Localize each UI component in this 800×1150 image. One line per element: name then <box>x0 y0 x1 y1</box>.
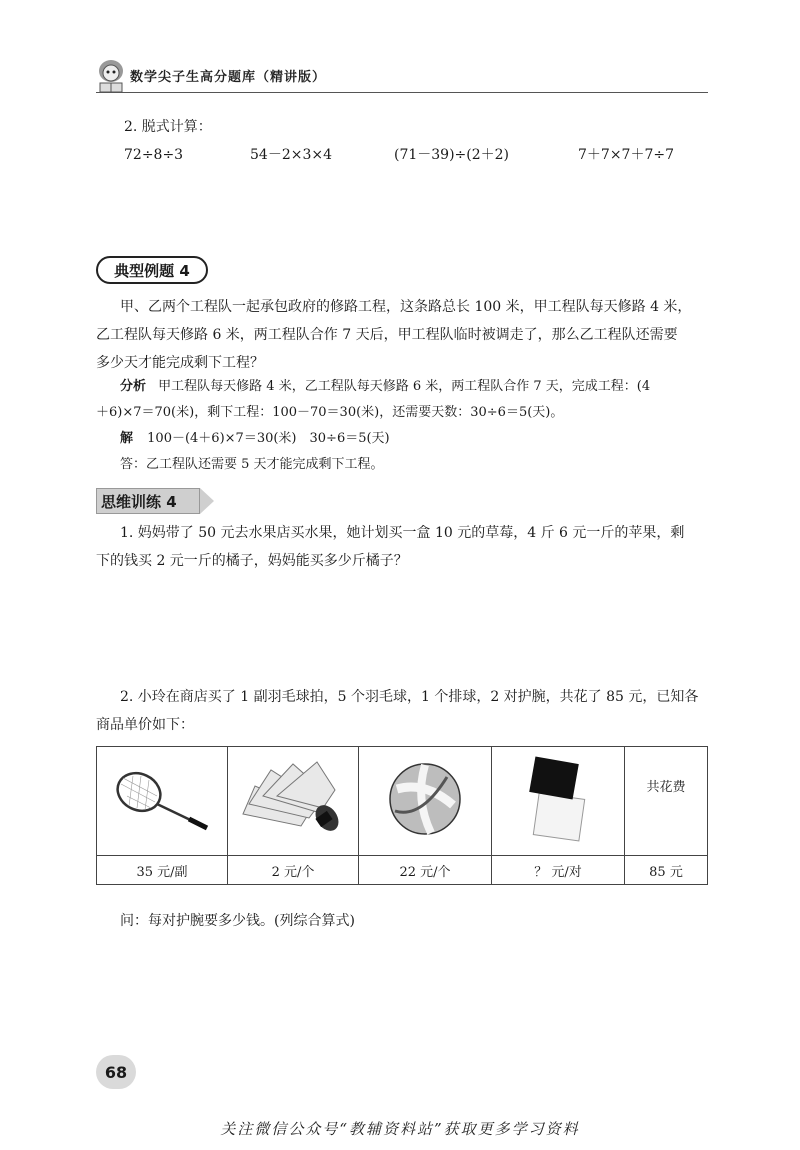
mascot-logo-icon <box>94 56 128 94</box>
price-table <box>96 746 708 885</box>
answer-text: 答：乙工程队还需要 5 天才能完成剩下工程。 <box>120 457 384 472</box>
footer-note: 关注微信公众号“教辅资料站”获取更多学习资料 <box>220 1120 580 1138</box>
question-1-line-1: 1. 妈妈带了 50 元去水果店买水果，她计划买一盒 10 元的草莓，4 斤 6 元一斤的苹果，剩 <box>120 525 685 541</box>
table-cell <box>228 747 359 856</box>
question-1-line-2: 下的钱买 2 元一斤的橘子，妈妈能买多少斤橘子？ <box>96 553 408 569</box>
calc-item-2: 54－2×3×4 <box>250 147 332 163</box>
total-label-cell <box>625 747 708 856</box>
analysis-line-2: ＋6)×7＝70(米)，剩下工程：100－70＝30(米)，还需要天数：30÷6＝5(天)。 <box>96 405 564 420</box>
problem-line-3: 多少天才能完成剩下工程？ <box>96 355 264 371</box>
table-cell <box>492 747 625 856</box>
problem-line-1: 甲、乙两个工程队一起承包政府的修路工程，这条路总长 100 米，甲工程队每天修路 4 米， <box>120 299 692 315</box>
book-title: 数学尖子生高分题库（精讲版） <box>130 70 327 85</box>
solution-label: 解 <box>120 431 134 446</box>
volleyball-icon <box>385 759 465 839</box>
price-cell-volleyball: 22 元/个 <box>359 856 492 885</box>
calc-item-4: 7＋7×7＋7÷7 <box>578 147 674 163</box>
example-tag: 典型例题 4 <box>96 256 208 284</box>
calc-item-1: 72÷8÷3 <box>124 147 184 163</box>
training-tag <box>96 488 218 514</box>
price-cell-shuttlecock: 2 元/个 <box>228 856 359 885</box>
solution-text: 100－(4＋6)×7＝30(米) 30÷6＝5(天) <box>147 431 390 446</box>
analysis-label: 分析 <box>120 379 147 394</box>
header-divider <box>96 92 708 93</box>
price-cell-wristband: ？ 元/对 <box>492 856 625 885</box>
training-tag-arrow <box>200 488 214 514</box>
question-2-line-2: 商品单价如下： <box>96 717 194 733</box>
badminton-racket-icon <box>107 764 217 834</box>
price-cell-racket: 35 元/副 <box>97 856 228 885</box>
calc-item-3: (71－39)÷(2＋2) <box>394 147 510 163</box>
table-image-row <box>97 747 708 856</box>
table-cell <box>359 747 492 856</box>
shuttlecock-icon <box>237 756 349 842</box>
price-cell-total: 85 元 <box>625 856 708 885</box>
table-cell <box>97 747 228 856</box>
analysis-line-1: 甲工程队每天修路 4 米，乙工程队每天修路 6 米，两工程队合作 7 天，完成工程：(4 <box>158 379 651 394</box>
training-tag-label: 思维训练 4 <box>96 488 200 514</box>
question-2-line-1: 2. 小玲在商店买了 1 副羽毛球拍，5 个羽毛球，1 个排球，2 对护腕，共花了 85 元，已知各 <box>120 689 699 705</box>
table-question: 问：每对护腕要多少钱。(列综合算式) <box>120 913 355 929</box>
page-number: 68 <box>96 1055 136 1089</box>
problem-line-2: 乙工程队每天修路 6 米，两工程队合作 7 天后，甲工程队临时被调走了，那么乙工程队还需要 <box>96 327 678 343</box>
table-price-row <box>97 856 708 885</box>
total-label: 共花费 <box>646 779 686 795</box>
exercise-title: 2. 脱式计算： <box>124 119 212 135</box>
wristband-icon <box>518 752 598 846</box>
